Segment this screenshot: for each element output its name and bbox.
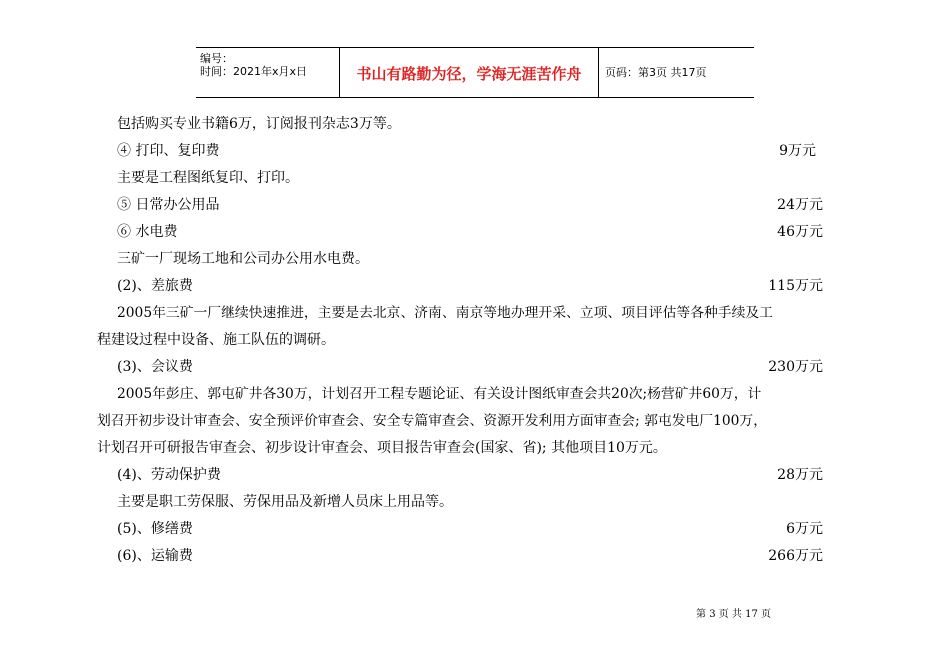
paragraph-text: 划召开初步设计审查会、安全预评价审查会、安全专篇审查会、资源开发利用方面审查会; 郭屯发电厂100万， [97,413,768,429]
expense-item [0,356,950,378]
expense-item [0,275,950,297]
paragraph-text: 主要是职工劳保服、劳保用品及新增人员床上用品等。 [117,494,453,510]
time-label: 时间：2021年x月x日 [200,65,308,78]
expense-label: (5)、修缮费 [117,521,193,537]
body-line [0,167,950,189]
expense-label: ⑤ 日常办公用品 [117,197,220,213]
expense-amount: 46万元 [777,224,823,240]
paragraph-text: 三矿一厂现场工地和公司办公用水电费。 [117,251,369,267]
expense-amount: 6万元 [786,521,823,537]
header-motto-cell [340,48,599,97]
expense-label: (2)、差旅费 [117,278,193,294]
body-line [0,410,950,432]
body-line [0,437,950,459]
paragraph-text: 计划召开可研报告审查会、初步设计审查会、项目报告审查会(国家、省); 其他项目10万元。 [97,440,667,456]
page-code: 页码：第3页 共17页 [605,66,707,79]
expense-item [0,545,950,567]
body-line [0,113,950,135]
body-line [0,329,950,351]
paragraph-text: 包括购买专业书籍6万，订阅报刊杂志3万等。 [117,116,401,132]
page-footer: 第 3 页 共 17 页 [696,609,771,620]
expense-label: ⑥ 水电费 [117,224,178,240]
expense-item [0,194,950,216]
expense-item [0,221,950,243]
body-line [0,302,950,324]
paragraph-text: 程建设过程中设备、施工队伍的调研。 [97,332,335,348]
paragraph-text: 2005年彭庄、郭屯矿井各30万，计划召开工程专题论证、有关设计图纸审查会共20次;杨营矿井60万，计 [117,386,762,402]
expense-amount: 9万元 [779,143,816,159]
expense-amount: 24万元 [777,197,823,213]
document-header [196,47,754,98]
paragraph-text: 2005年三矿一厂继续快速推进，主要是去北京、济南、南京等地办理开采、立项、项目评估等各种手续及工 [117,305,773,321]
expense-amount: 266万元 [768,548,823,564]
header-page-cell [599,48,754,97]
expense-label: (3)、会议费 [117,359,193,375]
expense-amount: 230万元 [768,359,823,375]
expense-item [0,518,950,540]
body-line [0,491,950,513]
number-label: 编号： [200,52,233,65]
body-line [0,383,950,405]
expense-amount: 115万元 [768,278,823,294]
expense-label: ④ 打印、复印费 [117,143,220,159]
paragraph-text: 主要是工程图纸复印、打印。 [117,170,299,186]
expense-item [0,140,950,162]
body-line [0,248,950,270]
expense-item [0,464,950,486]
expense-label: (4)、劳动保护费 [117,467,221,483]
expense-label: (6)、运输费 [117,548,193,564]
motto-text: 书山有路勤为径，学海无涯苦作舟 [356,65,582,83]
header-meta-cell [196,48,340,97]
expense-amount: 28万元 [777,467,823,483]
